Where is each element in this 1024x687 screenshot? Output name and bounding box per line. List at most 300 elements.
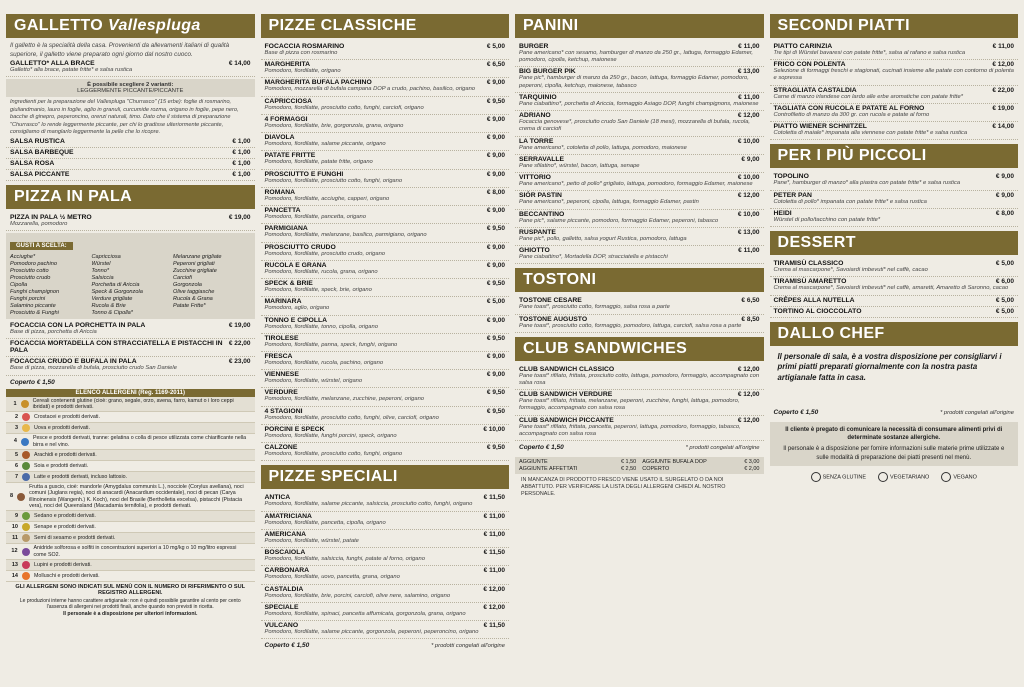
item-row <box>519 316 760 323</box>
item-price: € 11,50 <box>483 549 505 557</box>
choice-item: Prosciutto cotto <box>10 268 49 275</box>
choice-item: Capricciosa <box>91 254 121 261</box>
pala-extras <box>6 321 255 375</box>
item-price: € 8,00 <box>486 188 505 196</box>
extras-cell: € 3,00 <box>744 459 760 466</box>
legend-label: SENZA GLUTINE <box>822 474 867 481</box>
item-name: AMATRICIANA <box>264 512 312 520</box>
item-price: € 5,00 <box>995 296 1014 304</box>
allergen-icon <box>21 400 29 408</box>
item-name: FOCACCIA CON LA PORCHETTA IN PALA <box>10 322 146 330</box>
dessert-header: DESSERT <box>770 231 1019 255</box>
item-desc: Base di pizza con rosmarino <box>264 50 338 56</box>
item-row <box>265 171 506 178</box>
choice-item: Rucola & Brie <box>91 303 126 310</box>
item-name: BURGER <box>519 43 549 50</box>
item-row <box>265 134 506 141</box>
allergen-number: 1 <box>13 400 17 407</box>
menu-item <box>6 321 255 339</box>
column-pizze <box>261 10 510 687</box>
legend-gluten-free <box>811 472 866 482</box>
extras-cell: € 2,50 <box>620 466 637 473</box>
allergen-text: Senape e prodotti derivati. <box>34 524 96 531</box>
item-row <box>10 149 251 156</box>
item-row <box>519 391 760 398</box>
item-name: MARINARA <box>264 298 302 306</box>
menu-item <box>515 210 764 228</box>
menu-item <box>770 122 1019 140</box>
club-header: CLUB SANDWICHES <box>515 337 764 361</box>
item-name: DIAVOLA <box>264 134 295 142</box>
allergen-row <box>6 472 255 483</box>
notice-1: Il cliente è pregato di comunicare la necessità di consumare alimenti privi di determinate sostanze allergiche. <box>785 427 1003 442</box>
choice-item: Funghi champignon <box>10 289 60 296</box>
item-name: LA TORRE <box>519 137 554 145</box>
chef-text: Il personale di sala, è a vostra disposizione per consigliarvi i primi piatti preparati giornalmente con la nostra pasta artigianale fatta in casa. <box>777 351 1002 383</box>
item-desc: Pomodoro, fiordilatte, tonno, cipolla, origano <box>264 323 378 330</box>
item-row <box>774 173 1015 180</box>
menu-item <box>770 209 1019 227</box>
menu-item <box>261 512 510 530</box>
menu-item <box>6 339 255 357</box>
menu-item <box>770 191 1019 209</box>
item-price: € 11,00 <box>738 93 760 101</box>
item-row <box>265 317 506 324</box>
allergen-row <box>6 544 255 560</box>
menu-item <box>515 173 764 191</box>
item-row <box>519 192 760 199</box>
item-row <box>265 79 506 86</box>
allergen-row <box>6 522 255 533</box>
menu-item <box>6 170 255 181</box>
coperto: Coperto € 1,50 <box>519 444 564 452</box>
allergen-text: Anidride solforosa e solfiti in concentrazioni superiori a 10 mg/kg o 10 mg/litro espressi come SO2. <box>33 545 237 558</box>
item-name: CLUB SANDWICH PICCANTE <box>519 416 614 424</box>
piccoli-header: PER I PIÙ PICCOLI <box>770 144 1019 168</box>
allergeni-footer2: Le produzioni interne hanno carattere artigianale: non è quindi possibile garantire al cento per cento l'assenza di allergeni nei prodotti finali, anche quando non previsti in ricetta. <box>19 598 241 611</box>
item-row <box>265 549 506 556</box>
menu-item <box>6 59 255 77</box>
item-name: TIRAMISÙ AMARETTO <box>773 278 847 286</box>
item-desc: Crema al mascarpone*, Savoiardi imbevuti* nel caffè, amaretti, Amaretto di Saronno, cacao <box>773 285 1009 292</box>
item-price: € 9,50 <box>486 407 505 415</box>
menu-item <box>6 357 255 375</box>
item-price: € 9,00 <box>486 243 505 251</box>
allergen-text: Uova e prodotti derivati. <box>34 425 90 432</box>
menu-item <box>261 407 510 425</box>
frozen-note: * prodotti congelati all'origine <box>940 410 1014 417</box>
allergen-text: Latte e prodotti derivati, incluso lattosio. <box>34 473 128 480</box>
menu-item <box>515 390 764 415</box>
item-name: PROSCIUTTO E FUNGHI <box>264 170 344 178</box>
variants-text: LEGGERMENTE PICCANTE/PICCANTE <box>77 88 184 95</box>
menu-item <box>770 277 1019 295</box>
allergen-number: 14 <box>11 572 18 579</box>
allergen-row <box>6 533 255 544</box>
menu-item <box>261 621 510 639</box>
item-price: € 12,00 <box>737 391 760 399</box>
menu-item <box>515 315 764 333</box>
allergen-icon <box>22 572 30 580</box>
item-price: € 1,00 <box>232 170 251 178</box>
item-row <box>774 210 1015 217</box>
menu-item <box>261 334 510 352</box>
item-desc: Pomodoro, fiordilatte, salame piccante, origano <box>264 141 386 148</box>
item-price: € 9,00 <box>486 316 505 324</box>
classiche-list <box>261 42 510 461</box>
item-desc: Mozzarella, pomodoro <box>10 220 68 227</box>
classiche-header: PIZZE CLASSICHE <box>261 14 510 38</box>
menu-item <box>261 352 510 370</box>
allergen-row <box>6 450 255 461</box>
item-price: € 9,00 <box>486 352 505 360</box>
item-row <box>519 68 760 75</box>
variants-box <box>6 79 255 97</box>
item-name: FOCACCIA MORTADELLA CON STRACCIATELLA E PISTACCHI IN PALA <box>10 340 223 355</box>
allergen-row <box>6 560 255 571</box>
allergen-number: 12 <box>11 548 18 555</box>
item-row <box>774 123 1015 130</box>
legend-label: VEGANO <box>953 474 977 481</box>
item-name: SPECK & BRIE <box>264 280 313 288</box>
column-secondi <box>770 10 1019 687</box>
item-name: PIATTO WIENER SCHNITZEL <box>773 123 867 131</box>
allergen-number: 13 <box>11 561 18 568</box>
menu-item <box>261 224 510 242</box>
item-price: € 9,50 <box>486 280 505 288</box>
item-name: TOSTONE CESARE <box>519 297 582 305</box>
item-desc: Pane pic*, pollo, galletto, salsa yogurt Rustica, pomodoro, lattuga <box>519 235 687 242</box>
item-price: € 11,00 <box>483 530 505 538</box>
item-desc: Pane*, hamburger di manzo* alla piastra con patate fritte* e salsa rustica <box>773 180 961 187</box>
choice-item: Gorgonzola <box>173 282 202 289</box>
item-price: € 10,00 <box>737 210 760 218</box>
item-name: HEIDI <box>773 209 792 217</box>
allergen-text: Semi di sesamo e prodotti derivati. <box>34 535 116 542</box>
allergen-number: 8 <box>10 493 14 500</box>
item-row <box>265 604 506 611</box>
extras-cell: AGGIUNTE AFFETTATI <box>519 466 578 473</box>
menu-item <box>261 133 510 151</box>
item-name: PIATTO CARINZIA <box>773 43 833 50</box>
item-price: € 9,50 <box>486 444 505 452</box>
item-name: CAPRICCIOSA <box>264 97 313 105</box>
allergen-text: Cereali contenenti glutine (cioè: grano, segale, orzo, avena, farro, kamut o i loro ceppi ibridati) e prodotti derivati. <box>32 397 234 411</box>
item-price: € 9,00 <box>486 115 505 123</box>
item-name: BECCANTINO <box>519 210 565 218</box>
choice-item: Rucola & Grana <box>173 296 213 303</box>
allergen-row <box>6 397 255 413</box>
tostoni-list <box>515 296 764 332</box>
menu-item <box>515 111 764 136</box>
item-price: € 10,00 <box>483 425 505 433</box>
item-price: € 10,00 <box>737 174 760 182</box>
choice-item: Cipolla <box>10 282 28 289</box>
menu-item <box>261 170 510 188</box>
item-row <box>265 622 506 629</box>
item-price: € 6,50 <box>486 61 505 69</box>
allergen-icon <box>21 438 29 446</box>
item-desc: Pane toast* rifilato, frittata, prosciutto cotto, lattuga, pomodoro, formaggio, accompagnato con salsa rosa <box>519 372 760 386</box>
item-name: TARQUINIO <box>519 93 557 101</box>
menu-item <box>261 493 510 511</box>
item-row <box>774 297 1015 304</box>
choice-item: Speck & Gorgonzola <box>91 289 143 296</box>
chef-header: DALLO CHEF <box>770 322 1019 346</box>
item-desc: Base di pizza, mozzarella di bufala, prosciutto crudo San Daniele <box>10 365 177 372</box>
item-desc: Focaccia genovese*, prosciutto crudo San Daniele (18 mesi), mozzarella di bufala, rucola, crema di carciofi <box>519 119 751 133</box>
item-row <box>265 531 506 538</box>
item-row <box>519 417 760 424</box>
speciali-list <box>261 493 510 639</box>
allergen-icon <box>22 462 30 470</box>
menu-item <box>770 86 1019 104</box>
menu-item <box>261 566 510 584</box>
item-desc: Pomodoro, fiordilatte, spinaci, pancetta affumicata, gorgonzola, grana, origano <box>264 610 466 617</box>
item-desc: Pomodoro, fiordilatte, funghi porcini, speck, origano <box>264 432 397 439</box>
allergen-icon <box>22 473 30 481</box>
item-desc: Pane pic*, hamburger di manzo da 250 gr., bacon, lattuga, formaggio Edamer, pomodoro, peperoni, cipolla, ketchup, maionese, tabasco <box>519 75 749 89</box>
choice-item: Prosciutto crudo <box>10 275 51 282</box>
menu-item <box>770 259 1019 277</box>
item-name: VITTORIO <box>519 174 551 182</box>
vegan-icon <box>941 472 951 482</box>
allergen-number: 7 <box>14 473 18 480</box>
item-price: € 9,00 <box>995 173 1014 181</box>
item-name: AMERICANA <box>264 530 307 538</box>
allergen-text: Molluschi e prodotti derivati. <box>34 572 100 579</box>
menu-item <box>515 67 764 92</box>
item-row <box>265 494 506 501</box>
item-name: FRICO CON POLENTA <box>773 61 846 69</box>
item-name: ANTICA <box>264 494 291 502</box>
choice-item: Olive taggiasche <box>173 289 215 296</box>
item-desc: Cotoletta di pollo* impanata con patate fritte* e salsa rustica <box>773 198 927 205</box>
item-desc: Pomodoro, fiordilatte, salsiccia, funghi, patate al forno, origano <box>264 556 425 563</box>
item-price: € 12,00 <box>483 603 505 611</box>
menu-item <box>6 148 255 159</box>
item-name: BIG BURGER PIK <box>519 68 576 76</box>
extras-cell: AGGIUNTE BUFALA DOP <box>642 459 707 466</box>
item-price: € 12,00 <box>737 112 760 120</box>
menu-item <box>261 243 510 261</box>
item-desc: Pane toast*, prosciutto cotto, formaggio, pomodoro, lattuga, carciofi, salsa rosa a parte <box>519 322 742 329</box>
item-price: € 19,00 <box>228 322 251 330</box>
sauces-list <box>6 137 255 181</box>
allergen-number: 10 <box>11 524 18 531</box>
item-row <box>265 371 506 378</box>
choices-box <box>6 233 255 319</box>
item-desc: Würstel di pollo/tacchino con patate fritte* <box>773 216 881 223</box>
item-desc: Pane americano* con sesamo, hamburger di manzo da 250 gr., lattuga, formaggio Edamer, pomodoro, cipolla, ketchup, maionese <box>519 50 754 64</box>
coperto: Coperto € 1,50 <box>264 642 310 650</box>
speciali-header: PIZZE SPECIALI <box>261 465 510 489</box>
item-price: € 10,00 <box>737 137 760 145</box>
menu-item <box>515 191 764 209</box>
menu-item <box>6 213 255 231</box>
item-name: TONNO E CIPOLLA <box>264 316 328 324</box>
item-row <box>774 192 1015 199</box>
item-desc: Pane americano*, cotoletta di pollo, lattuga, pomodoro, maionese <box>519 144 687 151</box>
item-price: € 12,00 <box>737 192 760 200</box>
allergen-number: 11 <box>12 535 18 542</box>
item-name: FOCACCIA ROSMARINO <box>264 43 345 50</box>
menu-item <box>770 307 1019 318</box>
galletto-subtitle: Vallespluga <box>107 17 201 34</box>
menu-item <box>515 93 764 111</box>
item-name: PARMIGIANA <box>264 225 308 233</box>
item-price: € 11,50 <box>483 494 505 502</box>
item-price: € 11,50 <box>483 622 505 630</box>
allergen-row <box>6 423 255 434</box>
item-desc: Tre tipi di Würstel bavaresi con patate fritte*, salsa al rafano e salsa rustica <box>773 50 966 56</box>
choice-item: Pomodoro pachino <box>10 261 57 268</box>
extras-cell: COPERTO <box>642 466 670 473</box>
allergen-text: Crostacei e prodotti derivati. <box>34 414 100 421</box>
item-name: FOCACCIA CRUDO E BUFALA IN PALA <box>10 358 137 366</box>
item-row <box>265 513 506 520</box>
item-name: PORCINI E SPECK <box>264 425 325 433</box>
secondi-list <box>770 42 1019 140</box>
item-row <box>265 43 506 50</box>
item-price: € 9,00 <box>486 261 505 269</box>
item-row <box>265 426 506 433</box>
item-row <box>10 138 251 145</box>
item-price: € 11,00 <box>992 43 1014 50</box>
allergen-icon <box>22 534 30 542</box>
item-desc: Pomodoro, fiordilatte, brie, porcini, carciofi, olive nere, salamino, origano <box>264 592 451 599</box>
item-desc: Pomodoro, fiordilatte, prosciutto cotto, funghi, origano <box>264 177 403 184</box>
item-price: € 9,50 <box>486 389 505 397</box>
item-price: € 23,00 <box>228 358 251 366</box>
item-price: € 22,00 <box>992 86 1014 94</box>
frozen-note: * prodotti congelati all'origine <box>431 643 505 650</box>
column-galletto-pala <box>6 10 255 687</box>
item-price: € 12,00 <box>483 585 505 593</box>
item-desc: Pomodoro, fiordilatte, rucola, grana, origano <box>264 268 378 275</box>
fresh-warning: IN MANCANZA DI PRODOTTO FRESCO VIENE USATO IL SURGELATO O DA NOI ABBATTUTO. PER VERIFICARE LA LISTA DEGLI ALLERGENI CHIEDI AL NOSTRO PERSONALE. <box>521 477 726 498</box>
item-name: SPECIALE <box>264 603 299 611</box>
galletto-intro: Il galletto è la specialità della casa. Provenienti da allevamenti italiani di qualità superiore, il galletto viene preparato ogni giorno dal nostro cuoco. <box>10 42 230 58</box>
item-price: € 9,00 <box>486 134 505 142</box>
item-desc: Pane americano*, petto di pollo* grigliato, lattuga, pomodoro, formaggio Edamer, maionese <box>519 181 753 188</box>
item-row <box>265 189 506 196</box>
menu-item <box>261 60 510 78</box>
item-desc: Pomodoro, fiordilatte, patate fritte, origano <box>264 159 373 166</box>
menu-item <box>770 42 1019 60</box>
item-row <box>265 207 506 214</box>
variants-title: È possibile scegliere 2 varianti: <box>87 82 174 89</box>
item-name: STRAGLIATA CASTALDIA <box>773 86 857 94</box>
item-desc: Pomodoro, fiordilatte, prosciutto cotto, funghi, carciofi, origano <box>264 104 424 111</box>
choice-item: Peperoni grigliati <box>173 261 215 268</box>
allergen-row <box>6 412 255 423</box>
coperto-row <box>515 441 764 454</box>
allergen-row <box>6 511 255 522</box>
menu-item <box>261 603 510 621</box>
allergen-icon <box>22 512 30 520</box>
choice-item: Tonno* <box>91 268 110 275</box>
allergen-row <box>6 571 255 582</box>
extras-cell: € 2,00 <box>744 466 760 473</box>
menu-item <box>261 370 510 388</box>
choice-item: Funghi porcini <box>10 296 46 303</box>
menu-item <box>261 78 510 96</box>
item-desc: Pane toast* rifilato, frittata, melanzane, peperoni, zucchine, funghi, lattuga, pomodoro, formaggio, accompagnato con salsa rosa <box>519 398 740 412</box>
item-desc: Pomodoro, fiordilatte, salame piccante, gorgonzola, peperoni, peperoncino, origano <box>264 629 479 636</box>
item-desc: Pane americano*, peperoni, cipolla, lattuga, formaggio Edamer, pastin <box>519 199 699 206</box>
item-price: € 11,00 <box>483 567 505 575</box>
coperto-row <box>261 639 510 652</box>
item-price: € 5,00 <box>486 298 505 306</box>
item-row <box>265 444 506 451</box>
item-row <box>265 225 506 232</box>
item-row <box>519 229 760 236</box>
allergen-number: 2 <box>14 414 18 421</box>
extras-cell: AGGIUNTE <box>519 459 548 466</box>
item-name: PROSCIUTTO CRUDO <box>264 243 336 251</box>
legend-vegetarian <box>878 472 929 482</box>
extras-cell: € 1,50 <box>620 459 637 466</box>
menu-item <box>515 137 764 155</box>
item-desc: Pomodoro, fiordilatte, rucola, pachino, origano <box>264 359 384 366</box>
item-row <box>519 94 760 101</box>
diet-legend <box>770 469 1019 485</box>
item-name: PATATE FRITTE <box>264 152 316 160</box>
item-row <box>519 43 760 50</box>
item-desc: Pomodoro, fiordilatte, panna, speck, funghi, origano <box>264 341 398 348</box>
item-price: € 9,00 <box>486 79 505 87</box>
menu-item <box>515 416 764 441</box>
item-price: € 5,00 <box>486 43 505 50</box>
menu-item <box>261 97 510 115</box>
menu-item <box>261 443 510 461</box>
item-desc: Pomodoro, fiordilatte, prosciutto crudo, origano <box>264 250 386 257</box>
legend-vegan <box>941 472 977 482</box>
item-price: € 1,00 <box>232 148 251 156</box>
item-row <box>10 358 251 365</box>
panini-list <box>515 42 764 264</box>
item-name: CLUB SANDWICH CLASSICO <box>519 365 615 373</box>
choice-item: Melanzane grigliate <box>173 254 222 261</box>
menu-item <box>261 297 510 315</box>
pala-header: PIZZA IN PALA <box>6 185 255 209</box>
item-row <box>265 280 506 287</box>
allergeni-title: ELENCO ALLERGENI (Reg. 1169-2011) <box>6 389 255 397</box>
item-name: CLUB SANDWICH VERDURE <box>519 391 613 399</box>
allergen-icon <box>22 548 30 556</box>
choices-grid <box>6 252 255 318</box>
frozen-note: * prodotti congelati all'origine <box>685 445 760 452</box>
item-name: TIRAMISÙ CLASSICO <box>773 260 844 268</box>
allergen-row <box>6 434 255 450</box>
menu-item <box>515 365 764 390</box>
allergeni-footer1: GLI ALLERGENI SONO INDICATI SUL MENÙ CON IL NUMERO DI RIFERIMENTO O SUL REGISTRO ALLERGENI. <box>15 584 246 597</box>
coperto-row <box>770 406 1019 419</box>
item-name: CALZONE <box>264 444 298 452</box>
item-name: SERRAVALLE <box>519 155 565 163</box>
ingredients-text: Ingredienti per la preparazione del Vallespluga "Churrasco" (15 erbe): foglie di rosmarino, giuliandmanio, lauro in foglie, aglio in granuli, curcumide rozma, origano in foglie, pepe nero, bacche di ginepro, peperoncino, orenzi naturali, timo. Dato che il sistema di preparazione "Churrasco" lo rende leggermente piccante, per chi lo gradisse ulteriormente piccante, consigliamo di manglarlo leggermente la pelle che lo ricopre. <box>10 99 239 136</box>
allergen-icon <box>22 413 30 421</box>
choices-title: GUSTI A SCELTA: <box>10 242 73 250</box>
item-price: € 14,00 <box>228 60 251 67</box>
item-desc: Pomodoro, fiordilatte, origano <box>264 68 341 75</box>
item-price: € 12,00 <box>737 416 760 424</box>
menu-item <box>515 246 764 264</box>
item-name: VERDURE <box>264 389 298 397</box>
choice-item: Carciofi <box>173 275 192 282</box>
allergy-notice <box>770 422 1019 465</box>
